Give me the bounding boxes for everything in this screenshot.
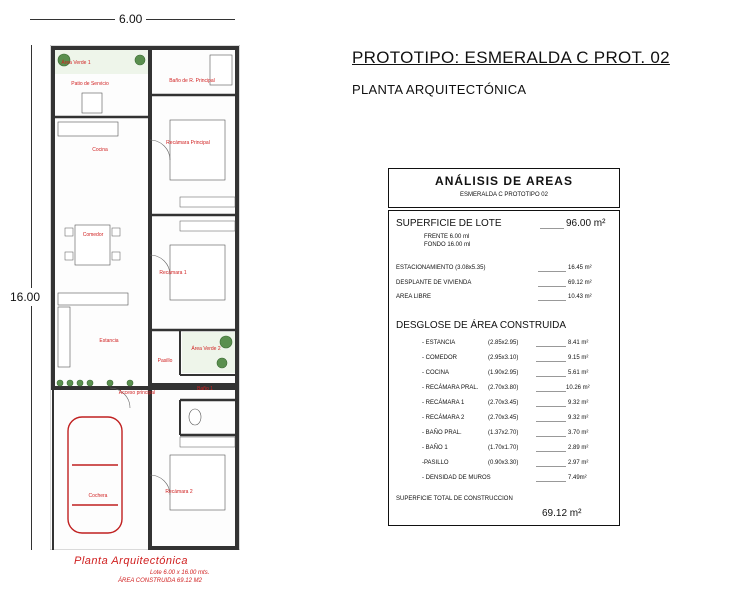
page-title: PROTOTIPO: ESMERALDA C PROT. 02: [352, 48, 670, 67]
floor-plan: [50, 45, 240, 550]
summary-leader: [538, 300, 566, 301]
lot-area-leader: [540, 228, 564, 229]
summary-label: AREA LIBRE: [396, 294, 432, 300]
breakdown-leader: [536, 376, 566, 377]
breakdown-name: - DENSIDAD DE MUROS: [422, 475, 491, 481]
breakdown-leader: [536, 451, 566, 452]
breakdown-leader: [536, 436, 566, 437]
total-value: 69.12 m²: [542, 508, 582, 519]
room-label-bano-1: Baño 1: [197, 386, 213, 392]
width-dimension: [30, 12, 235, 26]
breakdown-name: - BAÑO PRAL.: [422, 430, 462, 436]
summary-leader: [538, 286, 566, 287]
analysis-subheading: ESMERALDA C PROTOTIPO 02: [460, 192, 548, 198]
breakdown-leader: [536, 361, 566, 362]
breakdown-value: 7.49m²: [568, 475, 587, 481]
breakdown-dims: (1.70x1.70): [488, 445, 519, 451]
breakdown-value: 8.41 m²: [568, 340, 589, 346]
plan-caption-lot: Lote 6.00 x 16.00 mts.: [150, 570, 210, 576]
breakdown-dims: (0.90x3.30): [488, 460, 519, 466]
room-label-cocina: Cocina: [92, 147, 108, 153]
fondo-value: FONDO 16.00 ml: [424, 242, 471, 248]
breakdown-name: - COMEDOR: [422, 355, 457, 361]
plan-caption-area: ÁREA CONSTRUIDA 69.12 M2: [118, 578, 202, 584]
frente-value: FRENTE 6.00 ml: [424, 234, 470, 240]
summary-value: 16.45 m²: [568, 265, 592, 271]
breakdown-value: 9.32 m²: [568, 400, 589, 406]
plan-caption-title: Planta Arquitectónica: [74, 555, 189, 567]
breakdown-leader: [536, 346, 566, 347]
room-label-recamara-principal: Recámara Principal: [166, 140, 210, 146]
room-label-pasillo: Pasillo: [157, 358, 173, 364]
room-label-acceso-principal: Acceso principal: [118, 390, 156, 396]
breakdown-dims: (2.85x2.95): [488, 340, 519, 346]
breakdown-name: - RECÁMARA PRAL.: [422, 385, 479, 391]
breakdown-dims: (1.90x2.95): [488, 370, 519, 376]
breakdown-leader: [536, 481, 566, 482]
room-label-patio-servicio: Patio de Servicio: [71, 81, 109, 87]
length-dimension-label: 16.00: [10, 290, 41, 304]
breakdown-value: 2.97 m²: [568, 460, 589, 466]
breakdown-value: 3.70 m²: [568, 430, 589, 436]
breakdown-leader: [536, 391, 566, 392]
room-label-recamara-1: Recámara 1: [159, 270, 187, 276]
breakdown-dims: (2.70x3.45): [488, 415, 519, 421]
breakdown-value: 9.15 m²: [568, 355, 589, 361]
breakdown-name: -PASILLO: [422, 460, 449, 466]
breakdown-dims: (1.37x2.70): [488, 430, 519, 436]
breakdown-heading: DESGLOSE DE ÁREA CONSTRUIDA: [396, 320, 567, 331]
room-label-recamara-2: Recámara 2: [165, 489, 193, 495]
breakdown-name: - RECÁMARA 1: [422, 400, 465, 406]
room-label-estancia: Estancia: [99, 338, 119, 344]
page-subtitle: PLANTA ARQUITECTÓNICA: [352, 82, 527, 97]
room-label-cochera: Cochera: [88, 493, 108, 499]
room-label-comedor: Comedor: [82, 232, 104, 238]
breakdown-name: - RECÁMARA 2: [422, 415, 465, 421]
summary-label: DESPLANTE DE VIVIENDA: [396, 280, 472, 286]
breakdown-value: 10.26 m²: [566, 385, 590, 391]
breakdown-dims: (2.95x3.10): [488, 355, 519, 361]
length-dimension: [10, 45, 41, 550]
breakdown-leader: [536, 406, 566, 407]
breakdown-value: 9.32 m²: [568, 415, 589, 421]
lot-area-value: 96.00 m²: [566, 218, 606, 229]
breakdown-value: 2.89 m²: [568, 445, 589, 451]
analysis-heading: ANÁLISIS DE AREAS: [435, 174, 573, 188]
analysis-header: [388, 168, 620, 208]
room-label-bano-principal: Baño de R. Principal: [169, 78, 215, 84]
summary-value: 10.43 m²: [568, 294, 592, 300]
breakdown-leader: [536, 466, 566, 467]
breakdown-name: - COCINA: [422, 370, 449, 376]
breakdown-dims: (2.70x3.45): [488, 400, 519, 406]
room-label-area-verde-2: Área Verde 2: [191, 346, 221, 352]
lot-area-label: SUPERFICIE DE LOTE: [396, 218, 502, 229]
breakdown-dims: (2.70x3.80): [488, 385, 519, 391]
total-label: SUPERFICIE TOTAL DE CONSTRUCCION: [396, 496, 513, 502]
breakdown-name: - BAÑO 1: [422, 445, 448, 451]
summary-value: 69.12 m²: [568, 280, 592, 286]
summary-leader: [538, 271, 566, 272]
summary-label: ESTACIONAMIENTO (3.08x5.35): [396, 265, 486, 271]
room-label-area-verde-1: Área Verde 1: [61, 60, 91, 66]
breakdown-leader: [536, 421, 566, 422]
width-dimension-label: 6.00: [115, 12, 146, 26]
breakdown-value: 5.61 m²: [568, 370, 589, 376]
breakdown-name: - ESTANCIA: [422, 340, 456, 346]
